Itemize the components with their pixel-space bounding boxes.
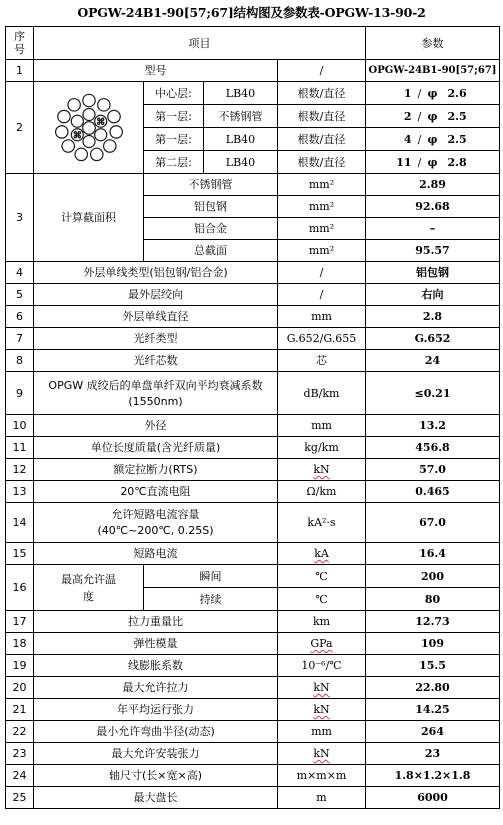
row-seq: 19 — [6, 655, 34, 677]
outer-strand — [62, 139, 74, 151]
table-header-row — [6, 27, 500, 60]
row-seq: 25 — [6, 787, 34, 809]
row-seq: 9 — [6, 372, 34, 415]
sub-item: 总截面 — [144, 240, 278, 262]
row-item: 最大允许拉力 — [34, 677, 278, 699]
table-row — [6, 372, 500, 415]
row-item: 年平均运行张力 — [34, 699, 278, 721]
sub-unit: mm² — [278, 174, 366, 196]
sub-value: 95.57 — [366, 240, 500, 262]
row-item — [34, 372, 278, 415]
table-row — [6, 481, 500, 503]
layer-sep: / — [417, 155, 422, 169]
layer-value — [366, 105, 500, 128]
inner-strand — [94, 128, 106, 140]
outer-strand — [90, 148, 102, 160]
optical-fiber — [74, 135, 76, 137]
phi-symbol: φ — [427, 132, 438, 146]
table-row — [6, 633, 500, 655]
row-unit: km — [278, 611, 366, 633]
row-value: G.652 — [366, 328, 500, 350]
table-row — [6, 565, 500, 588]
row-seq: 5 — [6, 284, 34, 306]
outer-strand — [67, 98, 79, 110]
row-seq: 17 — [6, 611, 34, 633]
row-seq: 21 — [6, 699, 34, 721]
outer-strand — [97, 98, 109, 110]
row-item: 光纤芯数 — [34, 350, 278, 372]
row-seq: 3 — [6, 174, 34, 262]
layer-sep: / — [417, 132, 422, 146]
row-unit — [278, 633, 366, 655]
unit-text: kN — [313, 703, 330, 716]
table-row — [6, 503, 500, 543]
row-item: 外层单线类型(铝包钢/铝合金) — [34, 262, 278, 284]
row-item: 短路电流 — [34, 543, 278, 565]
layer-count: 1 — [403, 86, 412, 100]
table-row — [6, 415, 500, 437]
table-row — [6, 721, 500, 743]
table-row — [6, 611, 500, 633]
row-seq: 12 — [6, 459, 34, 481]
optical-fiber — [97, 122, 99, 124]
row-seq: 24 — [6, 765, 34, 787]
optical-fiber — [76, 133, 78, 135]
header-item: 项目 — [34, 27, 366, 60]
row-unit: kg/km — [278, 437, 366, 459]
row-unit: kA²·s — [278, 503, 366, 543]
sub-value: 2.89 — [366, 174, 500, 196]
row-unit: dB/km — [278, 372, 366, 415]
layer-value — [366, 82, 500, 105]
layer-name: 第一层: — [144, 105, 204, 128]
row-value: 6000 — [366, 787, 500, 809]
sub-unit: mm² — [278, 196, 366, 218]
layer-diameter: 2.6 — [447, 86, 467, 100]
row-unit — [278, 543, 366, 565]
row-unit: mm — [278, 306, 366, 328]
row-value: 15.5 — [366, 655, 500, 677]
layer-sep: / — [417, 86, 422, 100]
cross-section-cell — [34, 82, 144, 174]
phi-symbol: φ — [427, 109, 438, 123]
row-unit: mm — [278, 415, 366, 437]
table-row — [6, 459, 500, 481]
optical-fiber — [74, 131, 76, 133]
row-item: 额定拉断力(RTS) — [34, 459, 278, 481]
row-item: 外径 — [34, 415, 278, 437]
sub-item: 持续 — [144, 588, 278, 611]
row-unit: / — [278, 284, 366, 306]
row-unit: m — [278, 787, 366, 809]
row-seq: 20 — [6, 677, 34, 699]
inner-strand — [71, 115, 83, 127]
row-item — [34, 503, 278, 543]
outer-strand — [110, 125, 122, 137]
row-value: 1.8×1.2×1.8 — [366, 765, 500, 787]
row-value: OPGW-24B1-90[57;67] — [366, 60, 500, 82]
row-item-line1: OPGW 成绞后的单盘单纤双向平均衰减系数 — [48, 378, 263, 392]
header-seq: 序号 — [6, 27, 34, 60]
row-item: 计算截面积 — [34, 174, 144, 262]
table-row — [6, 677, 500, 699]
row-item: 最大盘长 — [34, 787, 278, 809]
row-seq: 7 — [6, 328, 34, 350]
outer-strand — [75, 148, 87, 160]
table-row — [6, 699, 500, 721]
row-unit — [278, 459, 366, 481]
sub-value: 200 — [366, 565, 500, 588]
outer-strand — [82, 94, 94, 106]
row-item-text: 最高允许温度 — [61, 572, 116, 603]
row-item-line1: 允许短路电流容量 — [111, 508, 200, 521]
outer-strand — [57, 110, 69, 122]
row-seq: 8 — [6, 350, 34, 372]
row-item-line2: (40℃~200℃, 0.25S) — [97, 524, 214, 537]
row-seq: 2 — [6, 82, 34, 174]
row-item: 光纤类型 — [34, 328, 278, 350]
outer-strand — [103, 139, 115, 151]
row-item: 弹性模量 — [34, 633, 278, 655]
unit-text: kN — [313, 747, 330, 760]
layer-unit: 根数/直径 — [278, 128, 366, 151]
optical-fiber — [101, 122, 103, 124]
row-unit: / — [278, 60, 366, 82]
row-value: 23 — [366, 743, 500, 765]
optical-fiber — [78, 131, 80, 133]
sub-value: – — [366, 218, 500, 240]
header-param: 参数 — [366, 27, 500, 60]
row-value: 24 — [366, 350, 500, 372]
row-value: 456.8 — [366, 437, 500, 459]
row-seq: 14 — [6, 503, 34, 543]
unit-text: kA — [314, 547, 329, 560]
row-value: 14.25 — [366, 699, 500, 721]
row-seq: 6 — [6, 306, 34, 328]
inner-strand — [83, 108, 95, 120]
layer-material: 不锈钢管 — [204, 105, 278, 128]
row-seq: 18 — [6, 633, 34, 655]
page-title: OPGW-24B1-90[57;67]结构图及参数表-OPGW-13-90-2 — [77, 5, 426, 20]
row-item: 最大允许安装张力 — [34, 743, 278, 765]
row-value: 57.0 — [366, 459, 500, 481]
row-value: 109 — [366, 633, 500, 655]
row-item: 线膨胀系数 — [34, 655, 278, 677]
unit-text: kN — [313, 681, 330, 694]
layer-unit: 根数/直径 — [278, 82, 366, 105]
row-value: 264 — [366, 721, 500, 743]
row-seq: 10 — [6, 415, 34, 437]
row-item: 最外层绞向 — [34, 284, 278, 306]
row-item: 单位长度质量(含光纤质量) — [34, 437, 278, 459]
layer-name: 第一层: — [144, 128, 204, 151]
inner-strand — [83, 135, 95, 147]
optical-fiber — [99, 120, 101, 122]
unit-text: kN — [313, 463, 330, 476]
row-value: 13.2 — [366, 415, 500, 437]
row-item: 外层单线直径 — [34, 306, 278, 328]
layer-material: LB40 — [204, 151, 278, 174]
row-value: 0.465 — [366, 481, 500, 503]
row-unit — [278, 677, 366, 699]
sub-item: 不锈钢管 — [144, 174, 278, 196]
table-row — [6, 655, 500, 677]
row-value: 12.73 — [366, 611, 500, 633]
sub-unit: ℃ — [278, 588, 366, 611]
outer-strand — [55, 125, 67, 137]
row-unit: / — [278, 262, 366, 284]
layer-diameter: 2.5 — [447, 109, 467, 123]
outer-strand — [107, 110, 119, 122]
layer-value — [366, 128, 500, 151]
row-value: 16.4 — [366, 543, 500, 565]
table-row — [6, 543, 500, 565]
table-row — [6, 350, 500, 372]
sub-item: 铝包钢 — [144, 196, 278, 218]
sub-item: 铝合金 — [144, 218, 278, 240]
row-unit: mm — [278, 721, 366, 743]
row-unit: G.652/G.655 — [278, 328, 366, 350]
row-unit: 芯 — [278, 350, 366, 372]
table-row — [6, 174, 500, 196]
table-row — [6, 60, 500, 82]
layer-count: 4 — [403, 132, 412, 146]
sub-unit: ℃ — [278, 565, 366, 588]
layer-material: LB40 — [204, 128, 278, 151]
row-value: 67.0 — [366, 503, 500, 543]
table-row — [6, 262, 500, 284]
row-value: 22.80 — [366, 677, 500, 699]
optical-fiber — [78, 135, 80, 137]
parameter-table — [5, 26, 500, 809]
row-value: 2.8 — [366, 306, 500, 328]
table-row — [6, 437, 500, 459]
row-value: 铝包钢 — [366, 262, 500, 284]
phi-symbol: φ — [427, 155, 438, 169]
layer-diameter: 2.8 — [447, 155, 467, 169]
layer-sep: / — [417, 109, 422, 123]
row-seq: 23 — [6, 743, 34, 765]
row-seq: 16 — [6, 565, 34, 611]
row-seq: 11 — [6, 437, 34, 459]
row-item-line2: (1550nm) — [128, 394, 183, 408]
cable-cross-section-diagram — [49, 88, 129, 168]
row-item: 最小允许弯曲半径(动态) — [34, 721, 278, 743]
row-item: 型号 — [34, 60, 278, 82]
row-unit — [278, 743, 366, 765]
row-item: 轴尺寸(长×宽×高) — [34, 765, 278, 787]
row-item: 20℃直流电阻 — [34, 481, 278, 503]
layer-material: LB40 — [204, 82, 278, 105]
table-row — [6, 82, 500, 105]
center-strand — [82, 121, 95, 134]
layer-diameter: 2.5 — [447, 132, 467, 146]
layer-name: 中心层: — [144, 82, 204, 105]
optical-fiber — [97, 118, 99, 120]
row-seq: 22 — [6, 721, 34, 743]
row-item: 拉力重量比 — [34, 611, 278, 633]
sub-unit: mm² — [278, 218, 366, 240]
table-row — [6, 328, 500, 350]
table-row — [6, 306, 500, 328]
layer-unit: 根数/直径 — [278, 105, 366, 128]
phi-symbol: φ — [427, 86, 438, 100]
row-seq: 15 — [6, 543, 34, 565]
layer-value — [366, 151, 500, 174]
table-row — [6, 765, 500, 787]
layer-name: 第二层: — [144, 151, 204, 174]
sub-value: 80 — [366, 588, 500, 611]
unit-text: GPa — [310, 637, 333, 650]
row-value: 右向 — [366, 284, 500, 306]
row-seq: 1 — [6, 60, 34, 82]
sub-value: 92.68 — [366, 196, 500, 218]
table-row — [6, 284, 500, 306]
row-seq: 13 — [6, 481, 34, 503]
row-value: ≤0.21 — [366, 372, 500, 415]
row-unit: 10⁻⁶/℃ — [278, 655, 366, 677]
row-seq: 4 — [6, 262, 34, 284]
row-unit: Ω/km — [278, 481, 366, 503]
layer-count: 2 — [403, 109, 412, 123]
layer-unit: 根数/直径 — [278, 151, 366, 174]
row-item — [34, 565, 144, 611]
optical-fiber — [101, 118, 103, 120]
layer-count: 11 — [396, 155, 412, 169]
row-unit: m×m×m — [278, 765, 366, 787]
sub-unit: mm² — [278, 240, 366, 262]
row-unit — [278, 699, 366, 721]
table-row — [6, 787, 500, 809]
sub-item: 瞬间 — [144, 565, 278, 588]
table-row — [6, 743, 500, 765]
